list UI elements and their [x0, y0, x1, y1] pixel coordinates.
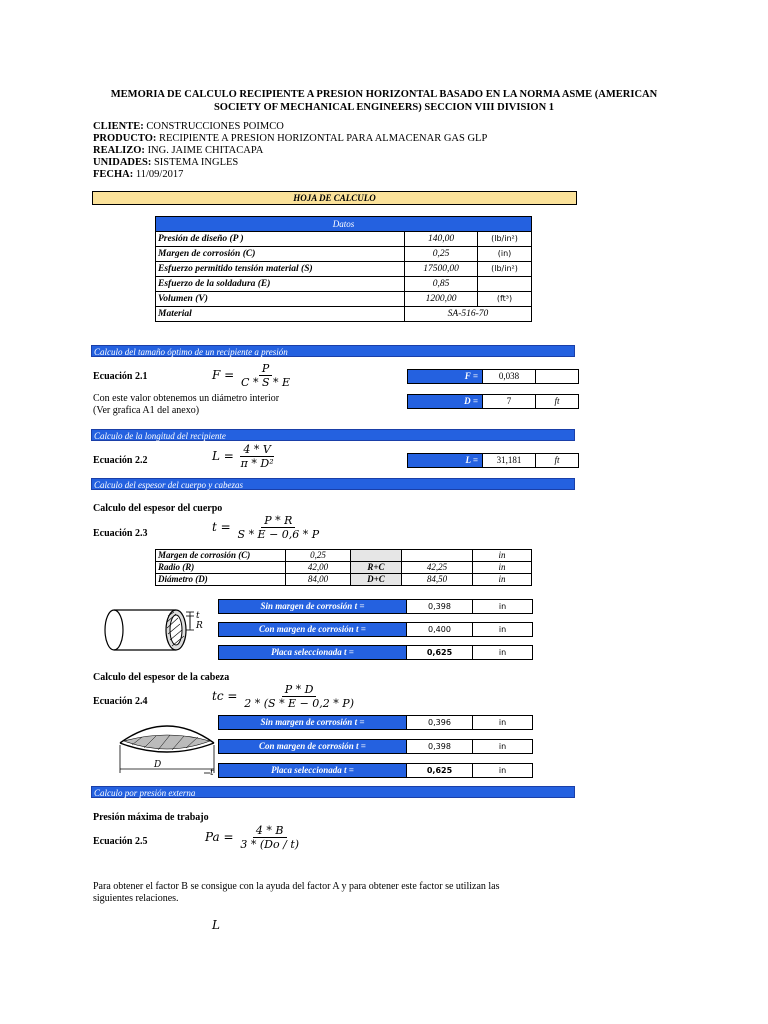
equation-formula: Pa = $\frac{4 * B}{3 * (Do / t)}$: [205, 824, 300, 851]
meta-fecha: FECHA: 11/09/2017: [93, 169, 184, 180]
datos-value: 0,85: [405, 277, 478, 292]
datos-header: Datos: [156, 217, 532, 232]
cuerpo-mid: D+C: [351, 574, 402, 586]
table-row: [156, 562, 532, 574]
equation-formula: tc = $\frac{P * D}{2 * (S * E - 0,2 * P)}$: [212, 683, 354, 710]
cuerpo-label: Margen de corrosión (C): [156, 550, 286, 562]
datos-value: 17500,00: [405, 262, 478, 277]
cuerpo-value: 0,25: [286, 550, 351, 562]
cuerpo-value2: [402, 550, 473, 562]
cuerpo-mid: [351, 550, 402, 562]
cuerpo-label: Radio (R): [156, 562, 286, 574]
datos-unit: (ft³): [478, 292, 532, 307]
cuerpo-value2: 42,25: [402, 562, 473, 574]
hoja-de-calculo-bar: HOJA DE CALCULO: [92, 191, 577, 205]
meta-unidades: UNIDADES: SISTEMA INGLES: [93, 157, 239, 168]
cuerpo-value2: 84,50: [402, 574, 473, 586]
fig-d-label: D: [154, 760, 162, 770]
equation-label: Ecuación 2.5: [93, 836, 148, 847]
datos-value: SA-516-70: [405, 307, 532, 322]
result-cuerpo-placa: Placa seleccionada t = 0,625 in: [218, 645, 533, 660]
fig-t-label: t: [196, 611, 200, 621]
cuerpo-unit: in: [473, 574, 532, 586]
cuerpo-unit: in: [473, 562, 532, 574]
result-l: L = 31,181 ft: [407, 453, 579, 468]
table-row: [156, 232, 532, 247]
table-row: [156, 307, 532, 322]
result-cabeza-con: Con margen de corrosión t = 0,398 in: [218, 739, 533, 754]
equation-label: Ecuación 2.1: [93, 371, 148, 382]
datos-table: [155, 216, 532, 322]
datos-unit: (lb/in²): [478, 262, 532, 277]
table-row: [156, 277, 532, 292]
datos-label: Volumen (V): [156, 292, 405, 307]
result-d: D = 7 ft: [407, 394, 579, 409]
section-bar-longitud: Calculo de la longitud del recipiente: [91, 429, 575, 441]
meta-cliente: CLIENTE: CONSTRUCCIONES POIMCO: [93, 121, 284, 132]
datos-value: 140,00: [405, 232, 478, 247]
cuerpo-value: 42,00: [286, 562, 351, 574]
fig-r-label: R: [196, 621, 203, 631]
result-cuerpo-con: Con margen de corrosión t = 0,400 in: [218, 622, 533, 637]
datos-label: Presión de diseño (P ): [156, 232, 405, 247]
equation-formula: F = $\frac{P}{C * S * E}$: [212, 362, 290, 389]
section-bar-espesor: Calculo del espesor del cuerpo y cabezas: [91, 478, 575, 490]
subheading: Calculo del espesor de la cabeza: [93, 672, 230, 683]
trailing-formula: L: [212, 918, 220, 932]
datos-label: Margen de corrosión (C): [156, 247, 405, 262]
datos-label: Material: [156, 307, 405, 322]
head-figure: [112, 715, 222, 777]
datos-value: 0,25: [405, 247, 478, 262]
cylinder-figure: [100, 602, 220, 658]
datos-unit: [478, 277, 532, 292]
table-row: [156, 247, 532, 262]
section-bar-externa: Calculo por presión externa: [91, 786, 575, 798]
table-row: [156, 550, 532, 562]
subheading: Calculo del espesor del cuerpo: [93, 503, 223, 514]
datos-label: Esfuerzo permitido tensión material (S): [156, 262, 405, 277]
table-row: [156, 262, 532, 277]
table-row: [156, 574, 532, 586]
result-cuerpo-sin: Sin margen de corrosión t = 0,398 in: [218, 599, 533, 614]
result-cabeza-placa: Placa seleccionada t = 0,625 in: [218, 763, 533, 778]
note-text: (Ver grafica A1 del anexo): [93, 405, 200, 416]
table-row: [156, 292, 532, 307]
meta-realizo: REALIZO: ING. JAIME CHITACAPA: [93, 145, 264, 156]
meta-producto: PRODUCTO: RECIPIENTE A PRESION HORIZONTAL PARA ALMACENAR GAS GLP: [93, 133, 488, 144]
document-title: MEMORIA DE CALCULO RECIPIENTE A PRESION HORIZONTAL BASADO EN LA NORMA ASME (AMERICAN SOCIETY OF MECHANICAL ENGINEERS) SECCION VIII DIVISION 1: [110, 89, 658, 113]
section-bar-tamano: Calculo del tamaño óptimo de un recipiente a presión: [91, 345, 575, 357]
result-f: F = 0,038: [407, 369, 579, 384]
cuerpo-unit: in: [473, 550, 532, 562]
datos-unit: (in): [478, 247, 532, 262]
cuerpo-value: 84,00: [286, 574, 351, 586]
equation-label: Ecuación 2.4: [93, 696, 148, 707]
fig-t-label: t: [210, 768, 214, 777]
cuerpo-table: [155, 549, 532, 586]
result-cabeza-sin: Sin margen de corrosión t = 0,396 in: [218, 715, 533, 730]
equation-label: Ecuación 2.2: [93, 455, 148, 466]
datos-label: Esfuerzo de la soldadura (E): [156, 277, 405, 292]
note-text: Con este valor obtenemos un diámetro interior: [93, 393, 280, 404]
cuerpo-label: Diámetro (D): [156, 574, 286, 586]
datos-value: 1200,00: [405, 292, 478, 307]
datos-unit: (lb/in²): [478, 232, 532, 247]
equation-formula: L = $\frac{4 * V}{\text{π * D²}}$: [212, 443, 274, 470]
equation-label: Ecuación 2.3: [93, 528, 148, 539]
subheading: Presión máxima de trabajo: [93, 812, 209, 823]
paragraph: Para obtener el factor B se consigue con la ayuda del factor A y para obtener este factor se utilizan las siguientes relaciones.: [93, 881, 500, 904]
equation-formula: t = $\frac{P * R}{S * E - 0,6 * P}$: [212, 514, 320, 541]
cuerpo-mid: R+C: [351, 562, 402, 574]
